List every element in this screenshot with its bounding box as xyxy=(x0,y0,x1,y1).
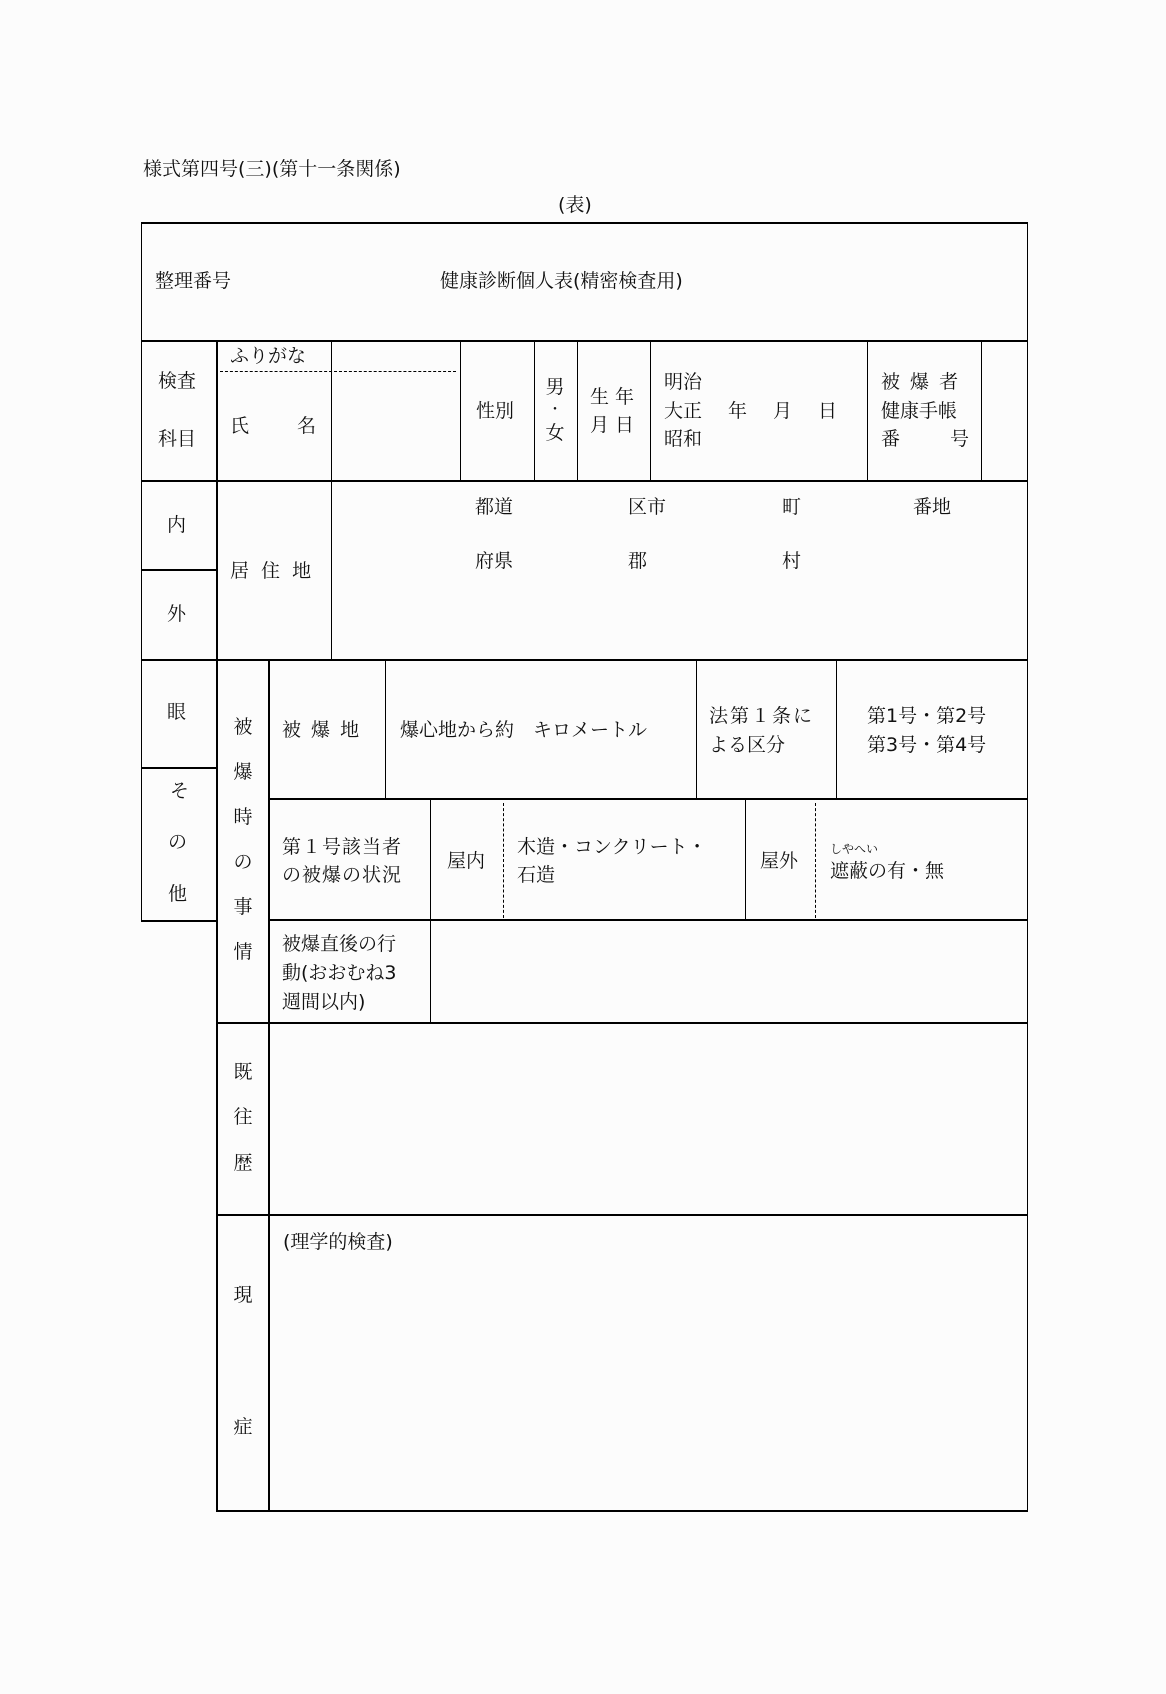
address-mura: 村 xyxy=(782,550,802,572)
status-label-2: の被爆の状況 xyxy=(282,864,403,886)
history-field[interactable] xyxy=(270,1024,1026,1214)
exam-subject-label-2: 科目 xyxy=(158,428,197,450)
external-label: 外 xyxy=(167,603,187,625)
exposure-label-3: 時 xyxy=(233,806,253,828)
name-label-1: 氏 xyxy=(230,415,250,437)
dob-label-2: 月 日 xyxy=(590,414,635,436)
exposure-label-1: 被 xyxy=(233,716,253,738)
indoor-dashed-line xyxy=(503,803,504,918)
form-title: 健康診断個人表(精密検査用) xyxy=(440,270,683,292)
other-label-1: そ xyxy=(170,780,190,802)
table-border-right xyxy=(1027,222,1028,1512)
exposure-label-5: 事 xyxy=(233,896,253,918)
row-divider xyxy=(268,798,1028,800)
eye-other-divider xyxy=(141,767,217,769)
address-gun: 郡 xyxy=(628,550,648,572)
current-label-1: 現 xyxy=(233,1284,253,1306)
exposure-label-6: 情 xyxy=(233,941,253,963)
exposure-label-2: 爆 xyxy=(233,761,253,783)
address-field[interactable] xyxy=(332,482,1026,659)
address-label: 居 住 地 xyxy=(230,560,315,582)
day-label: 日 xyxy=(818,400,838,422)
indoor-options-1[interactable]: 木造・コンクリート・ xyxy=(517,836,707,858)
outdoor-label: 屋外 xyxy=(760,850,799,872)
col-divider xyxy=(867,341,868,481)
address-machi: 町 xyxy=(782,496,802,518)
law-class-label-2: よる区分 xyxy=(709,734,786,756)
side-label: (表) xyxy=(558,194,592,216)
handbook-label-3b: 号 xyxy=(950,428,970,450)
era-meiji[interactable]: 明治 xyxy=(664,371,703,393)
indoor-label: 屋内 xyxy=(447,850,486,872)
reference-number-field[interactable] xyxy=(260,262,420,298)
col-divider xyxy=(577,341,578,481)
table-border-left-upper xyxy=(141,222,142,921)
internal-external-divider xyxy=(141,569,217,571)
table-border-top xyxy=(141,222,1028,224)
row-divider xyxy=(141,340,1028,342)
eye-label: 眼 xyxy=(167,701,187,723)
furigana-dashed-line xyxy=(220,371,456,372)
address-to-do: 都道 xyxy=(475,496,514,518)
name-field[interactable] xyxy=(332,374,459,480)
era-showa[interactable]: 昭和 xyxy=(664,428,703,450)
handbook-label-1: 被 爆 者 xyxy=(881,371,961,393)
status-label-1: 第１号該当者 xyxy=(282,836,403,858)
address-fu-ken: 府県 xyxy=(475,550,514,572)
history-label-2: 往 xyxy=(233,1106,253,1128)
col-divider xyxy=(650,341,651,481)
form-number: 様式第四号(三)(第十一条関係) xyxy=(143,158,401,180)
handbook-label-3a: 番 xyxy=(881,428,901,450)
address-banchi: 番地 xyxy=(913,496,952,518)
current-label-2: 症 xyxy=(233,1416,253,1438)
handbook-number-field[interactable] xyxy=(982,342,1026,480)
shielding-ruby: しやへい xyxy=(830,842,879,856)
exposure-place-label: 被 爆 地 xyxy=(282,719,362,741)
handbook-label-2: 健康手帳 xyxy=(881,400,958,422)
furigana-field[interactable] xyxy=(332,342,459,370)
class-options-1[interactable]: 第1号・第2号 xyxy=(867,705,987,727)
col-divider xyxy=(534,341,535,481)
physical-exam-label: (理学的検査) xyxy=(283,1231,393,1253)
current-symptoms-field[interactable] xyxy=(270,1216,1026,1509)
after-action-field[interactable] xyxy=(431,921,1026,1022)
after-action-label-1: 被爆直後の行 xyxy=(282,933,397,955)
class-options-2[interactable]: 第3号・第4号 xyxy=(867,734,987,756)
col-divider xyxy=(836,660,837,799)
reference-number-label: 整理番号 xyxy=(155,270,232,292)
dob-label-1: 生 年 xyxy=(590,386,635,408)
col-divider xyxy=(745,799,746,920)
name-label-2: 名 xyxy=(297,415,317,437)
sex-separator: ・ xyxy=(548,402,562,418)
table-border-bottom xyxy=(216,1510,1028,1512)
internal-label: 内 xyxy=(167,514,187,536)
exposure-label-4: の xyxy=(233,851,253,873)
furigana-label: ふりがな xyxy=(230,345,307,367)
era-taisho[interactable]: 大正 xyxy=(664,400,703,422)
outdoor-dashed-line xyxy=(815,803,816,918)
sex-option-female[interactable]: 女 xyxy=(545,422,565,444)
col-divider xyxy=(460,341,461,481)
history-label-1: 既 xyxy=(233,1061,253,1083)
table-border-left-lower xyxy=(216,341,218,1512)
history-label-3: 歴 xyxy=(233,1152,253,1174)
address-ku-shi: 区市 xyxy=(628,496,667,518)
indoor-options-2[interactable]: 石造 xyxy=(517,864,556,886)
col-divider xyxy=(696,660,697,799)
shielding-options[interactable]: 遮蔽の有・無 xyxy=(830,860,945,882)
year-label: 年 xyxy=(728,400,748,422)
after-action-label-3: 週間以内) xyxy=(282,991,366,1013)
month-label: 月 xyxy=(773,400,793,422)
other-bottom xyxy=(141,920,217,922)
exam-subject-label-1: 検査 xyxy=(158,370,197,392)
exposure-place-field[interactable] xyxy=(386,661,695,798)
sex-option-male[interactable]: 男 xyxy=(545,376,565,398)
distance-text: 爆心地から約 キロメートル xyxy=(400,719,648,741)
col-divider xyxy=(430,799,431,920)
after-action-label-2: 動(おおむね3 xyxy=(282,962,397,984)
law-class-label-1: 法第１条に xyxy=(709,705,815,727)
other-label-3: 他 xyxy=(168,883,188,905)
other-label-2: の xyxy=(168,831,188,853)
sex-label: 性別 xyxy=(476,400,515,422)
